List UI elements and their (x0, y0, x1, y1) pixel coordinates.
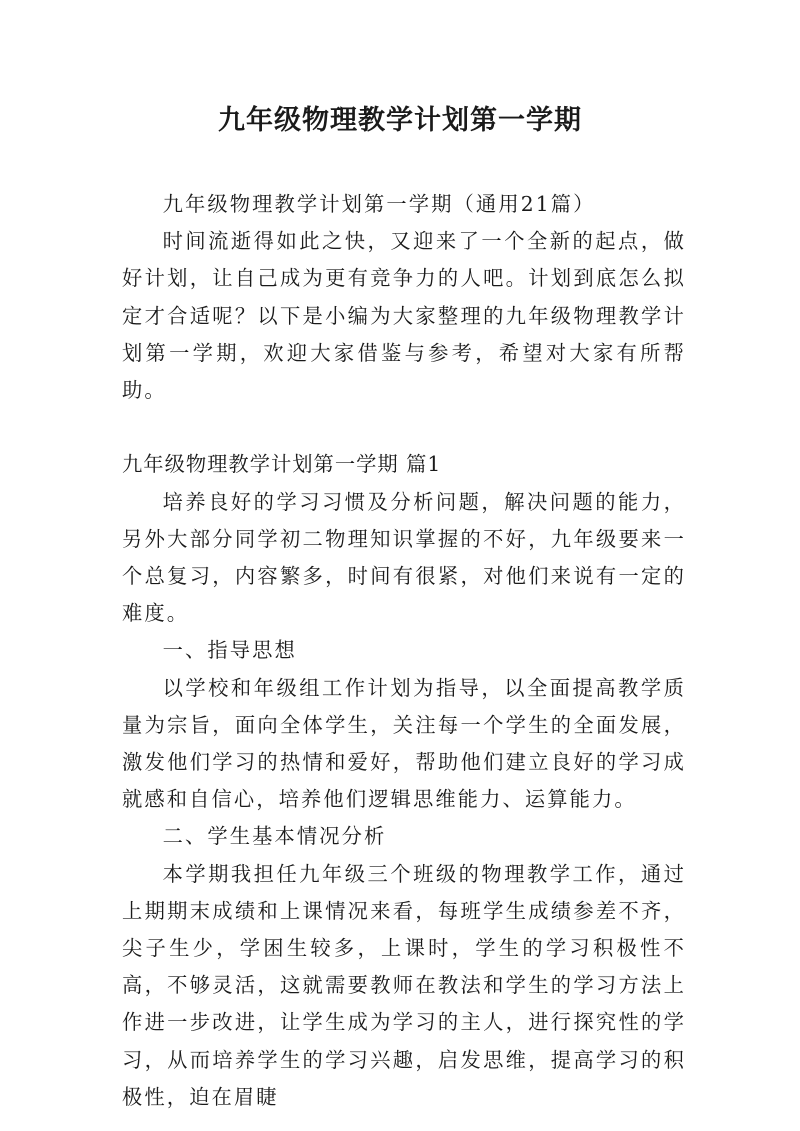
document-title: 九年级物理教学计划第一学期 (218, 105, 582, 136)
document-subtitle: 九年级物理教学计划第一学期（通用21篇） (162, 192, 596, 216)
intro-paragraph: 时间流逝得如此之快，又迎来了一个全新的起点，做好计划，让自己成为更有竞争力的人吧。计划到底怎么拟定才合适呢？以下是小编为大家整理的九年级物理教学计划第一学期，欢迎大家借鉴与参考，希望对大家有所帮助。 (122, 229, 686, 403)
article-heading: 九年级物理教学计划第一学期 篇1 (122, 452, 442, 477)
body-paragraph-1: 培养良好的学习习惯及分析问题，解决问题的能力，另外大部分同学初二物理知识掌握的不好，九年级要来一个总复习，内容繁多，时间有很紧，对他们来说有一定的难度。 (122, 489, 686, 626)
section-1-text: 以学校和年级组工作计划为指导，以全面提高教学质量为宗旨，面向全体学生，关注每一个学生的全面发展，激发他们学习的热情和爱好，帮助他们建立良好的学习成就感和自信心，培养他们逻辑思维能力、运算能力。 (122, 675, 686, 812)
section-1-heading: 一、指导思想 (162, 638, 297, 663)
paragraph-spacer (122, 409, 686, 446)
section-2-text: 本学期我担任九年级三个班级的物理教学工作，通过上期期末成绩和上课情况来看，每班学生成绩参差不齐，尖子生少，学困生较多，上课时，学生的学习积极性不高，不够灵活，这就需要教师在教法和学生的学习方法上作进一步改进，让学生成为学习的主人，进行探究性的学习，从而培养学生的学习兴趣，启发思维，提高学习的积极性，迫在眉睫 (122, 861, 686, 1109)
document-body (122, 186, 686, 1116)
section-2-heading: 二、学生基本情况分析 (162, 824, 387, 849)
